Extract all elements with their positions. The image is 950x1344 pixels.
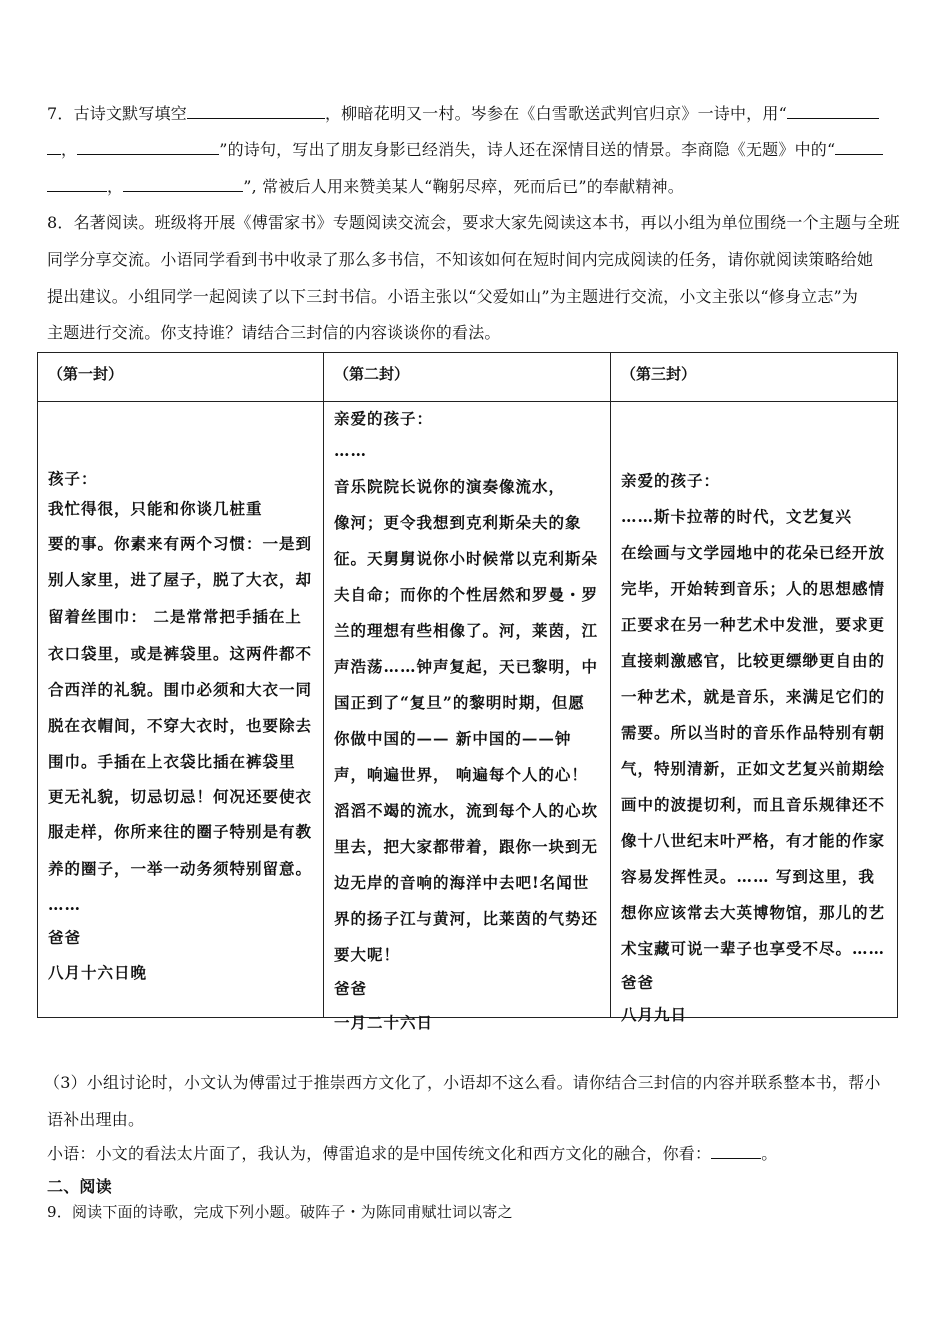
letter-1-line: 合西洋的礼貌。围巾必须和大衣一同: [48, 680, 313, 699]
q7-blank-1[interactable]: [187, 104, 325, 119]
letter-2-line: 夫自命；而你的个性居然和罗曼・罗: [334, 585, 599, 604]
letter-2-line: 亲爱的孩子：: [334, 409, 434, 428]
q7-line-2: ， ”的诗句，写出了朋友身影已经消失，诗人还在深情目送的情景。李商隐《无题》中的“: [47, 140, 883, 160]
letter-2-line: 国正到了“复旦”的黎明时期，但愿: [334, 693, 585, 712]
letter-2-body: [324, 402, 611, 1032]
letter-3-line: 正要求在另一种艺术中发泄，要求更: [621, 615, 886, 634]
q7-blank-2a[interactable]: [787, 104, 879, 119]
letter-3-line: 画中的波提切利，而且音乐规律还不: [621, 795, 886, 814]
q7-line-1: [47, 104, 879, 124]
letter-3-line: 需要。所以当时的音乐作品特别有朝: [621, 723, 886, 742]
letter-3-header: （第三封）: [621, 365, 697, 383]
q7-blank-3[interactable]: [77, 140, 219, 155]
letter-2-date: 一月二十六日: [334, 1013, 434, 1032]
letter-2-line: 边无岸的音响的海洋中去吧!名闻世: [334, 873, 590, 892]
letter-1-body: [38, 402, 324, 1018]
letter-1-line: 衣口袋里，或是裤袋里。这两件都不: [48, 644, 313, 663]
q8-line-3: 提出建议。小组同学一起阅读了以下三封书信。小语主张以“父爱如山”为主题进行交流，小文主张以“修身立志”为: [47, 287, 859, 306]
q7-blank-5[interactable]: [123, 177, 243, 192]
letter-1-line: 围巾。手插在上衣袋比插在裤袋里: [48, 752, 296, 771]
letter-2-line: ……: [334, 441, 367, 460]
letter-2-line: 声浩荡……钟声复起，天已黎明，中: [334, 657, 599, 676]
q7-text-3: ”, 常被后人用来赞美某人“鞠躬尽瘁，死而后已”的奉献精神。: [243, 177, 684, 196]
letter-3-line: 像十八世纪末叶严格，有才能的作家: [621, 831, 886, 850]
letter-2-line: 界的扬子江与黄河，比莱茵的气势还: [334, 909, 599, 928]
header-cell-2: [324, 353, 611, 402]
letter-2-signature: 爸爸: [334, 979, 368, 998]
q8-3-line-1: （3）小组讨论时，小文认为傅雷过于推崇西方文化了，小语却不这么看。请你结合三封信的内容并联系整本书，帮小: [44, 1073, 881, 1092]
letter-2-line: 音乐院院长说你的演奏像流水，: [334, 477, 566, 496]
letter-2-line: 声，响遍世界， 响遍每个人的心！: [334, 765, 588, 784]
section-2-title: 二、阅读: [47, 1177, 112, 1196]
letter-1-header: （第一封）: [48, 365, 124, 383]
q8-line-4: 主题进行交流。你支持谁？请结合三封信的内容谈谈你的看法。: [47, 323, 501, 342]
q8-3-answer-prefix: 小语：小文的看法太片面了，我认为，傅雷追求的是中国传统文化和西方文化的融合，你看：: [47, 1144, 712, 1163]
letter-2-line: 征。天舅舅说你小时候常以克利斯朵: [334, 549, 599, 568]
q8-line-2: 同学分享交流。小语同学看到书中收录了那么多书信，不知该如何在短时间内完成阅读的任务，请你就阅读策略给她: [47, 250, 874, 269]
q8-3-answer: 小语：小文的看法太片面了，我认为，傅雷追求的是中国传统文化和西方文化的融合，你看： 。: [47, 1144, 778, 1163]
q7-blank-4a[interactable]: [835, 140, 883, 155]
letter-3-line: 一种艺术，就是音乐，来满足它们的: [621, 687, 886, 706]
q7-text-1: ，柳暗花明又一村。岑参在《白雪歌送武判官归京》一诗中，用“: [324, 104, 787, 123]
letter-2-line: 你做中国的—— 新中国的——钟: [334, 729, 572, 748]
q7-prompt: 7．古诗文默写填空: [47, 104, 187, 123]
q8-line-1: 8．名著阅读。班级将开展《傅雷家书》专题阅读交流会，要求大家先阅读这本书，再以小组为单位围绕一个主题与全班: [47, 213, 900, 232]
q7-line-3: ， ”, 常被后人用来赞美某人“鞠躬尽瘁，死而后已”的奉献精神。: [47, 177, 684, 197]
letter-1-signature: 爸爸: [48, 928, 82, 947]
letter-3-line: 气，特别清新，正如文艺复兴前期绘: [621, 759, 886, 778]
letters-table: [37, 352, 898, 1032]
letter-3-line: 亲爱的孩子：: [621, 471, 721, 490]
letter-2-line: 里去，把大家都带着，跟你一块到无: [334, 837, 599, 856]
letter-1-line: 更无礼貌，切忌切忌！何况还要使衣: [48, 787, 313, 806]
letter-1-line: 服走样，你所来往的圈子特别是有教: [48, 822, 313, 841]
letter-3-line: 容易发挥性灵。…… 写到这里，我: [621, 867, 875, 886]
q8-3-line-2: 语补出理由。: [47, 1110, 145, 1129]
letter-2-line: 滔滔不竭的流水，流到每个人的心坎: [334, 801, 599, 820]
letter-3-signature: 爸爸: [621, 973, 655, 992]
letter-1-line: 我忙得很，只能和你谈几桩重: [48, 499, 263, 518]
letter-1-line: 孩子：: [48, 469, 98, 488]
letter-1-line: ……: [48, 895, 81, 914]
q7-blank-2b[interactable]: [47, 140, 61, 155]
q7-blank-4b[interactable]: [47, 177, 107, 192]
letter-3-line: 完毕，开始转到音乐；人的思想感情: [621, 579, 886, 598]
letter-3-date: 八月九日: [621, 1005, 688, 1024]
letter-3-line: 术宝藏可说一辈子也享受不尽。……: [621, 939, 886, 958]
header-cell-3: [611, 353, 898, 402]
letter-1-line: 留着丝围巾： 二是常常把手插在上: [48, 607, 302, 626]
letter-1-line: 要的事。你素来有两个习惯：一是到: [48, 534, 313, 553]
q8-3-answer-blank[interactable]: [711, 1144, 761, 1159]
header-cell-1: [38, 353, 324, 402]
letter-3-line: 直接刺激感官，比较更缥缈更自由的: [621, 651, 886, 670]
letter-3-line: ……斯卡拉蒂的时代，文艺复兴: [621, 507, 853, 526]
letter-2-line: 像河；更令我想到克利斯朵夫的象: [334, 513, 582, 532]
letter-2-line: 要大呢！: [334, 945, 401, 964]
letter-3-body: [611, 402, 898, 1024]
letter-1-date: 八月十六日晚: [48, 963, 148, 982]
letter-1-line: 养的圈子，一举一动务须特别留意。: [48, 859, 313, 878]
letter-2-line: 兰的理想有些相像了。河，莱茵，江: [334, 621, 599, 640]
q7-text-2: ”的诗句，写出了朋友身影已经消失，诗人还在深情目送的情景。李商隐《无题》中的“: [219, 140, 836, 159]
letter-3-line: 想你应该常去大英博物馆，那儿的艺: [621, 903, 886, 922]
letter-3-line: 在绘画与文学园地中的花朵已经开放: [621, 543, 886, 562]
q9-intro: 9．阅读下面的诗歌，完成下列小题。破阵子・为陈同甫赋壮词以寄之: [47, 1203, 513, 1221]
letter-2-header: （第二封）: [334, 365, 410, 383]
letter-1-line: 脱在衣帽间，不穿大衣时，也要除去: [48, 716, 313, 735]
letter-1-line: 别人家里，进了屋子，脱了大衣，却: [48, 570, 313, 589]
